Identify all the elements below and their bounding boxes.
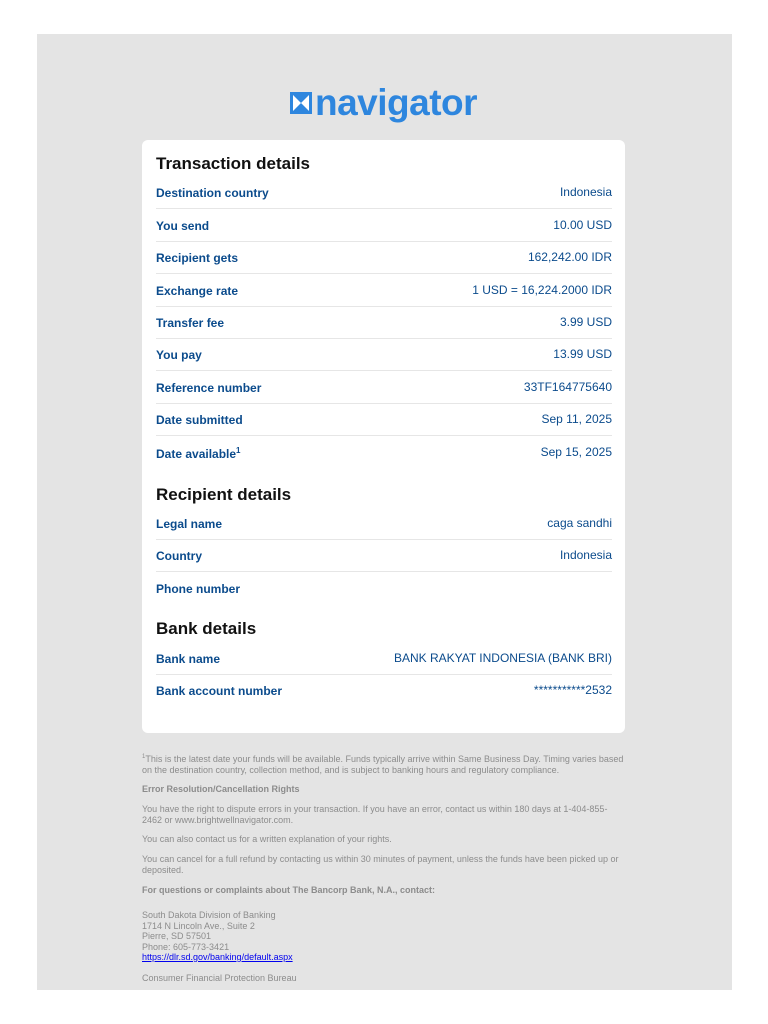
- row-label: Bank name: [156, 652, 221, 666]
- details-card: [142, 140, 625, 733]
- row-phone-number: [156, 572, 612, 604]
- row-reference-number: [156, 371, 612, 404]
- row-label: Transfer fee: [156, 316, 225, 330]
- receipt-page: [37, 34, 732, 990]
- row-value: ***********2532: [533, 683, 612, 697]
- row-you-send: [156, 209, 612, 242]
- row-label: You send: [156, 219, 210, 233]
- row-date-submitted: [156, 403, 612, 436]
- row-value: Sep 15, 2025: [540, 445, 612, 459]
- row-label: Bank account number: [156, 684, 283, 698]
- row-value: 10.00 USD: [553, 218, 612, 232]
- recipient-details-title: Recipient details: [156, 485, 292, 504]
- brand-name: navigator: [315, 81, 478, 123]
- row-label: Phone number: [156, 582, 241, 596]
- row-recipient-gets: [156, 241, 612, 274]
- sd-banking-contact: [142, 910, 626, 963]
- footnote: [142, 752, 626, 775]
- sd-phone: Phone: 605-773-3421: [142, 941, 230, 952]
- row-bank-account-number: [156, 674, 612, 706]
- row-label: Destination country: [156, 186, 269, 200]
- row-value: 3.99 USD: [559, 315, 612, 329]
- row-value: BANK RAKYAT INDONESIA (BANK BRI): [393, 651, 612, 665]
- row-country: [156, 539, 612, 572]
- cancel-text: You can cancel for a full refund by contacting us within 30 minutes of payment, unless the funds have been picked up or deposited.: [142, 854, 619, 875]
- row-value: 1 USD = 16,224.2000 IDR: [472, 283, 612, 297]
- row-legal-name: [156, 507, 612, 540]
- row-exchange-rate: [156, 274, 612, 307]
- row-value: Indonesia: [559, 548, 612, 562]
- navigator-logo-icon: [290, 92, 312, 114]
- row-label: Legal name: [156, 517, 223, 531]
- explanation-text: You can also contact us for a written explanation of your rights.: [142, 834, 392, 844]
- navigator-logo: [290, 80, 477, 124]
- row-label: You pay: [156, 348, 202, 362]
- sd-address-line2: Pierre, SD 57501: [142, 931, 212, 941]
- row-value: 33TF164775640: [523, 380, 612, 394]
- row-bank-name: [156, 642, 612, 675]
- row-transfer-fee: [156, 306, 612, 339]
- row-label: Date submitted: [156, 413, 243, 427]
- row-you-pay: [156, 338, 612, 371]
- row-date-available: [156, 436, 612, 468]
- row-label: Country: [156, 549, 202, 563]
- row-label: Exchange rate: [156, 284, 239, 298]
- row-destination-country: [156, 176, 612, 209]
- footnote-text: This is the latest date your funds will be available. Funds typically arrive within Same Business Day. Timing varies based on the destination country, collection method, and is subject to banking hours and regulatory compliance.: [142, 754, 624, 775]
- row-value: Indonesia: [559, 185, 612, 199]
- row-value: Sep 11, 2025: [541, 412, 612, 426]
- row-label: Reference number: [156, 381, 262, 395]
- sd-banking-link[interactable]: https://dlr.sd.gov/banking/default.aspx: [142, 952, 293, 962]
- footnote-marker: 1: [142, 754, 146, 760]
- row-value: caga sandhi: [547, 516, 612, 530]
- bank-details-title: Bank details: [156, 619, 257, 638]
- row-label: [156, 446, 241, 461]
- row-value: 13.99 USD: [553, 347, 612, 361]
- dispute-text: You have the right to dispute errors in your transaction. If you have an error, contact us within 180 days at 1-404-855-2462 or www.brightwellnavigator.com.: [142, 804, 608, 825]
- sd-name: South Dakota Division of Banking: [142, 910, 276, 920]
- transaction-details-title: Transaction details: [156, 154, 310, 173]
- sd-address-line1: 1714 N Lincoln Ave., Suite 2: [142, 920, 255, 931]
- row-label: Recipient gets: [156, 251, 239, 265]
- complaints-heading: For questions or complaints about The Bancorp Bank, N.A., contact:: [142, 885, 436, 895]
- cfpb-name: Consumer Financial Protection Bureau: [142, 973, 297, 983]
- footnote-marker: 1: [236, 446, 241, 455]
- row-value: 162,242.00 IDR: [527, 250, 612, 264]
- rights-heading: Error Resolution/Cancellation Rights: [142, 784, 300, 794]
- row-label-text: Date available: [156, 447, 237, 461]
